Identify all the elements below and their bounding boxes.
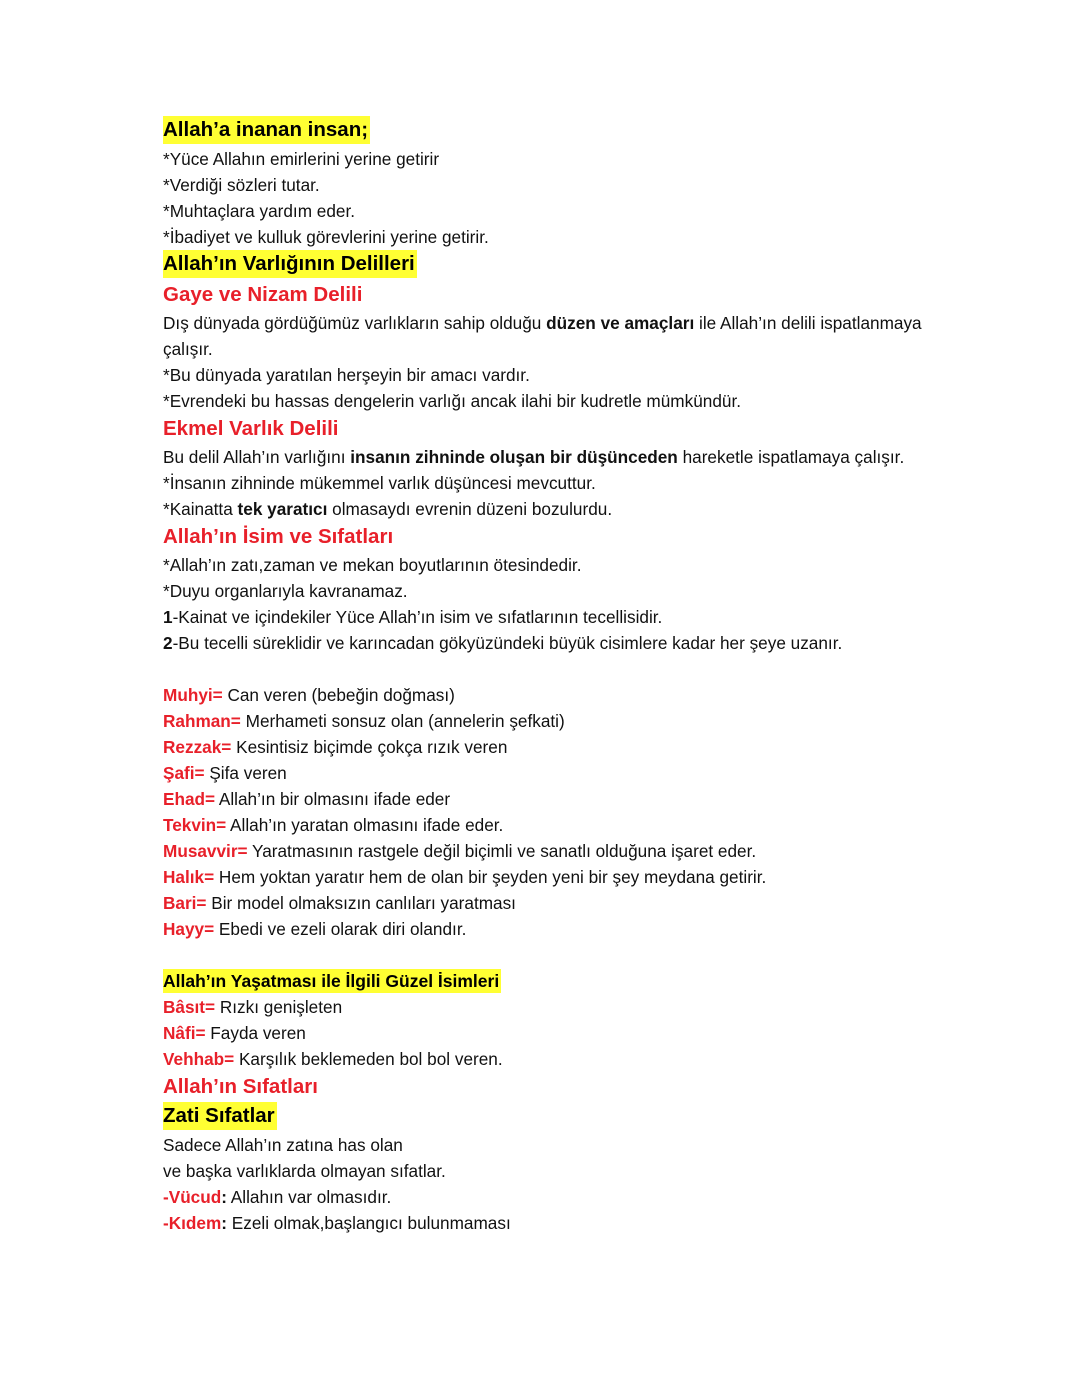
name-term: Musavvir=: [163, 841, 248, 861]
name-definition: [163, 916, 923, 942]
spacer: [163, 942, 923, 968]
heading-row: [163, 250, 923, 280]
paragraph-text: ile Allah’ın delili ispatlanmaya çalışır.: [163, 313, 922, 359]
highlighted-heading: Allah’a inanan insan;: [163, 116, 370, 144]
list-item: *Muhtaçlara yardım eder.: [163, 201, 356, 221]
name-def: Merhameti sonsuz olan (annelerin şefkati): [240, 711, 565, 731]
paragraph-text: Dış dünyada gördüğümüz varlıkların sahip olduğu: [163, 313, 547, 333]
list-item: [163, 496, 923, 522]
name-def: Allah’ın yaratan olmasını ifade eder.: [226, 815, 504, 835]
bold-text: düzen ve amaçları: [546, 313, 695, 333]
name-def: Şifa veren: [204, 763, 287, 783]
name-definition: [163, 734, 923, 760]
name-def: Yaratmasının rastgele değil biçimli ve sanatlı olduğuna işaret eder.: [247, 841, 757, 861]
attribute-term: -Vücud: [163, 1187, 222, 1207]
highlighted-heading: Zati Sıfatlar: [163, 1102, 277, 1130]
name-definition: [163, 864, 923, 890]
attribute-term: -Kıdem: [163, 1213, 222, 1233]
paragraph-line: ve başka varlıklarda olmayan sıfatlar.: [163, 1161, 446, 1181]
paragraph: [163, 310, 923, 362]
paragraph: [163, 444, 923, 470]
name-definition: [163, 760, 923, 786]
numbered-item: [163, 604, 923, 630]
name-definition: [163, 682, 923, 708]
numbered-item-text: -Bu tecelli süreklidir ve karıncadan gökyüzündeki büyük cisimlere kadar her şeye uzanır.: [172, 633, 843, 653]
highlighted-heading: Allah’ın Yaşatması ile İlgili Güzel İsimleri: [163, 971, 500, 991]
name-term: Rahman=: [163, 711, 241, 731]
name-definition: [163, 890, 923, 916]
name-definition: [163, 1020, 923, 1046]
attribute-def: Allahın var olmasıdır.: [226, 1187, 392, 1207]
name-term: Bari=: [163, 893, 207, 913]
bold-text: insanın zihninde oluşan bir düşünceden: [350, 447, 678, 467]
list-item: *Yüce Allahın emirlerini yerine getirir: [163, 149, 440, 169]
attribute-colon: :: [221, 1187, 227, 1207]
name-term: Nâfi=: [163, 1023, 206, 1043]
list-item: *İbadiyet ve kulluk görevlerini yerine getirir.: [163, 227, 489, 247]
name-term: Vehhab=: [163, 1049, 235, 1069]
name-def: Fayda veren: [205, 1023, 306, 1043]
name-def: Rızkı genişleten: [215, 997, 343, 1017]
numbered-item: [163, 630, 923, 656]
list-item-text: olmasaydı evrenin düzeni bozulurdu.: [327, 499, 613, 519]
highlighted-heading: Allah’ın Varlığının Delilleri: [163, 250, 417, 278]
paragraph-text: Bu delil Allah’ın varlığını: [163, 447, 351, 467]
name-term: Şafi=: [163, 763, 205, 783]
name-term: Tekvin=: [163, 815, 227, 835]
red-heading: Gaye ve Nizam Delili: [163, 283, 363, 306]
list-item-text: *Kainatta: [163, 499, 238, 519]
heading-row: [163, 1102, 923, 1132]
name-def: Can veren (bebeğin doğması): [222, 685, 455, 705]
item-number: 1: [163, 607, 173, 627]
attribute-definition: [163, 1210, 923, 1236]
name-term: Halık=: [163, 867, 215, 887]
name-def: Allah’ın bir olmasını ifade eder: [215, 789, 451, 809]
name-def: Karşılık beklemeden bol bol veren.: [234, 1049, 503, 1069]
attribute-colon: :: [221, 1213, 227, 1233]
paragraph-text: hareketle ispatlamaya çalışır.: [677, 447, 905, 467]
name-term: Hayy=: [163, 919, 215, 939]
name-term: Rezzak=: [163, 737, 232, 757]
numbered-item-text: -Kainat ve içindekiler Yüce Allah’ın isim ve sıfatlarının tecellisidir.: [172, 607, 663, 627]
name-term: Muhyi=: [163, 685, 223, 705]
attribute-def: Ezeli olmak,başlangıcı bulunmaması: [227, 1213, 511, 1233]
name-def: Hem yoktan yaratır hem de olan bir şeyden yeni bir şey meydana getirir.: [214, 867, 767, 887]
document-content: [163, 116, 923, 1236]
name-definition: [163, 1046, 923, 1072]
name-definition: [163, 708, 923, 734]
spacer: [163, 656, 923, 682]
list-item: *Duyu organlarıyla kavranamaz.: [163, 581, 408, 601]
red-heading: Ekmel Varlık Delili: [163, 417, 339, 440]
list-item: *Verdiği sözleri tutar.: [163, 175, 320, 195]
red-heading: Allah’ın Sıfatları: [163, 1075, 318, 1098]
list-item: *Bu dünyada yaratılan herşeyin bir amacı vardır.: [163, 365, 530, 385]
name-definition: [163, 994, 923, 1020]
name-definition: [163, 812, 923, 838]
list-item: *İnsanın zihninde mükemmel varlık düşüncesi mevcuttur.: [163, 473, 596, 493]
item-number: 2: [163, 633, 173, 653]
name-def: Bir model olmaksızın canlıları yaratması: [206, 893, 516, 913]
name-def: Ebedi ve ezeli olarak diri olandır.: [214, 919, 467, 939]
red-heading: Allah’ın İsim ve Sıfatları: [163, 525, 394, 548]
bold-text: tek yaratıcı: [237, 499, 328, 519]
name-term: Bâsıt=: [163, 997, 216, 1017]
paragraph-line: Sadece Allah’ın zatına has olan: [163, 1135, 403, 1155]
attribute-definition: [163, 1184, 923, 1210]
heading-row: [163, 116, 923, 146]
heading-row: [163, 968, 923, 994]
list-item: *Evrendeki bu hassas dengelerin varlığı ancak ilahi bir kudretle mümkündür.: [163, 391, 742, 411]
name-definition: [163, 786, 923, 812]
list-item: *Allah’ın zatı,zaman ve mekan boyutlarının ötesindedir.: [163, 555, 582, 575]
name-term: Ehad=: [163, 789, 216, 809]
name-definition: [163, 838, 923, 864]
name-def: Kesintisiz biçimde çokça rızık veren: [231, 737, 508, 757]
